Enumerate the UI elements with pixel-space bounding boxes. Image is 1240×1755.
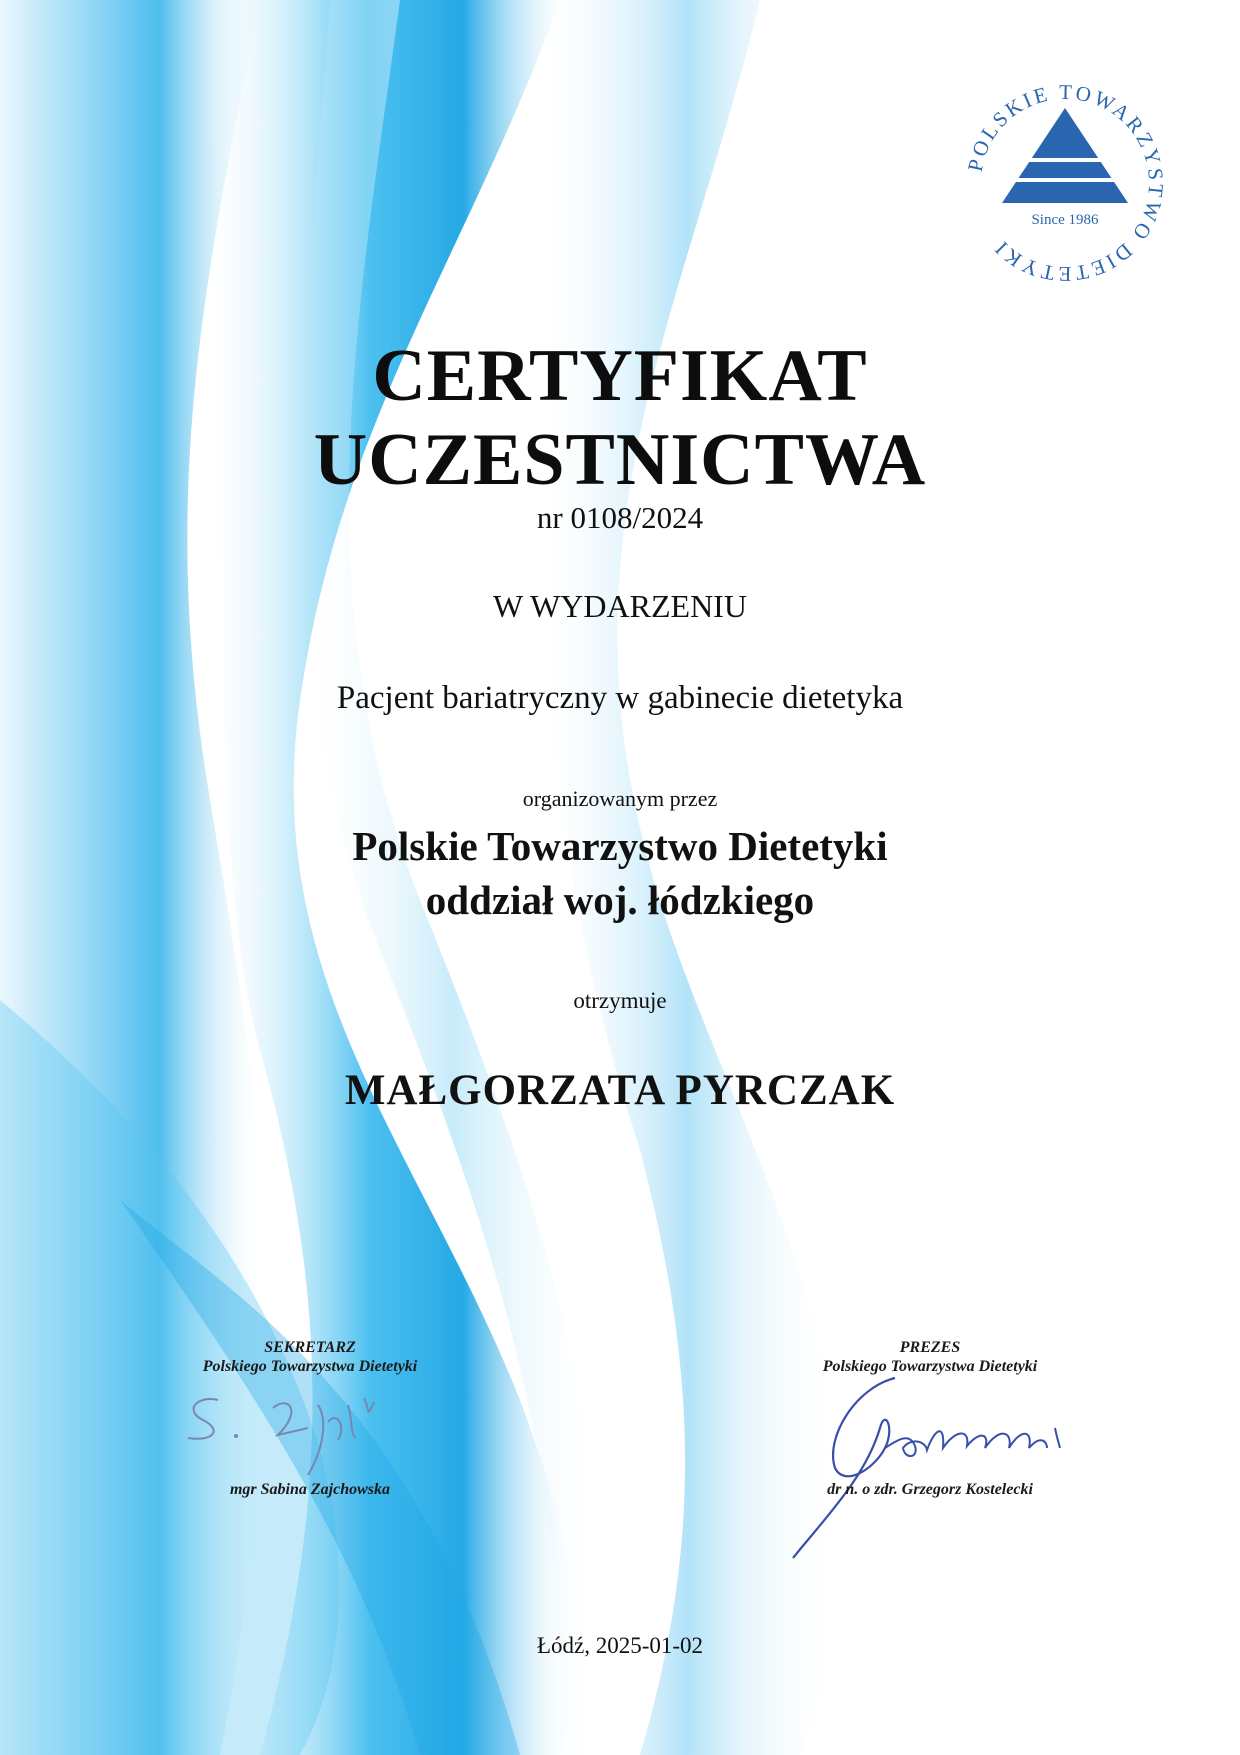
certificate-title-line2: UCZESTNICTWA	[313, 419, 927, 501]
logo-since-text: Since 1986	[1031, 212, 1099, 228]
president-name: dr n. o zdr. Grzegorz Kostelecki	[827, 1481, 1033, 1498]
secretary-name: mgr Sabina Zajchowska	[229, 1481, 391, 1498]
organizer-name: Polskie Towarzystwo Dietetyki	[352, 823, 888, 869]
president-role: PREZES	[899, 1339, 961, 1356]
secretary-signature	[178, 1380, 418, 1480]
event-intro: W WYDARZENIU	[493, 588, 747, 624]
organizer-branch: oddział woj. łódzkiego	[425, 877, 815, 923]
organizer-intro: organizowanym przez	[522, 786, 718, 811]
certificate-number: nr 0108/2024	[536, 500, 704, 535]
place-and-date: Łódź, 2025-01-02	[536, 1633, 704, 1658]
recipient-name: MAŁGORZATA PYRCZAK	[344, 1067, 896, 1114]
secretary-role: SEKRETARZ	[264, 1339, 356, 1356]
president-signature	[785, 1368, 1085, 1568]
secretary-organization: Polskiego Towarzystwa Dietetyki	[202, 1358, 418, 1375]
society-logo	[960, 78, 1170, 288]
pyramid-icon	[1000, 108, 1130, 203]
receives-label: otrzymuje	[573, 988, 667, 1013]
event-name: Pacjent bariatryczny w gabinecie dietetyka	[336, 680, 904, 716]
president-organization: Polskiego Towarzystwa Dietetyki	[822, 1358, 1038, 1375]
logo-ring-text: POLSKIE TOWARZYSTWO DIETETYKI	[962, 79, 1169, 287]
certificate-title-line1: CERTYFIKAT	[372, 335, 868, 417]
